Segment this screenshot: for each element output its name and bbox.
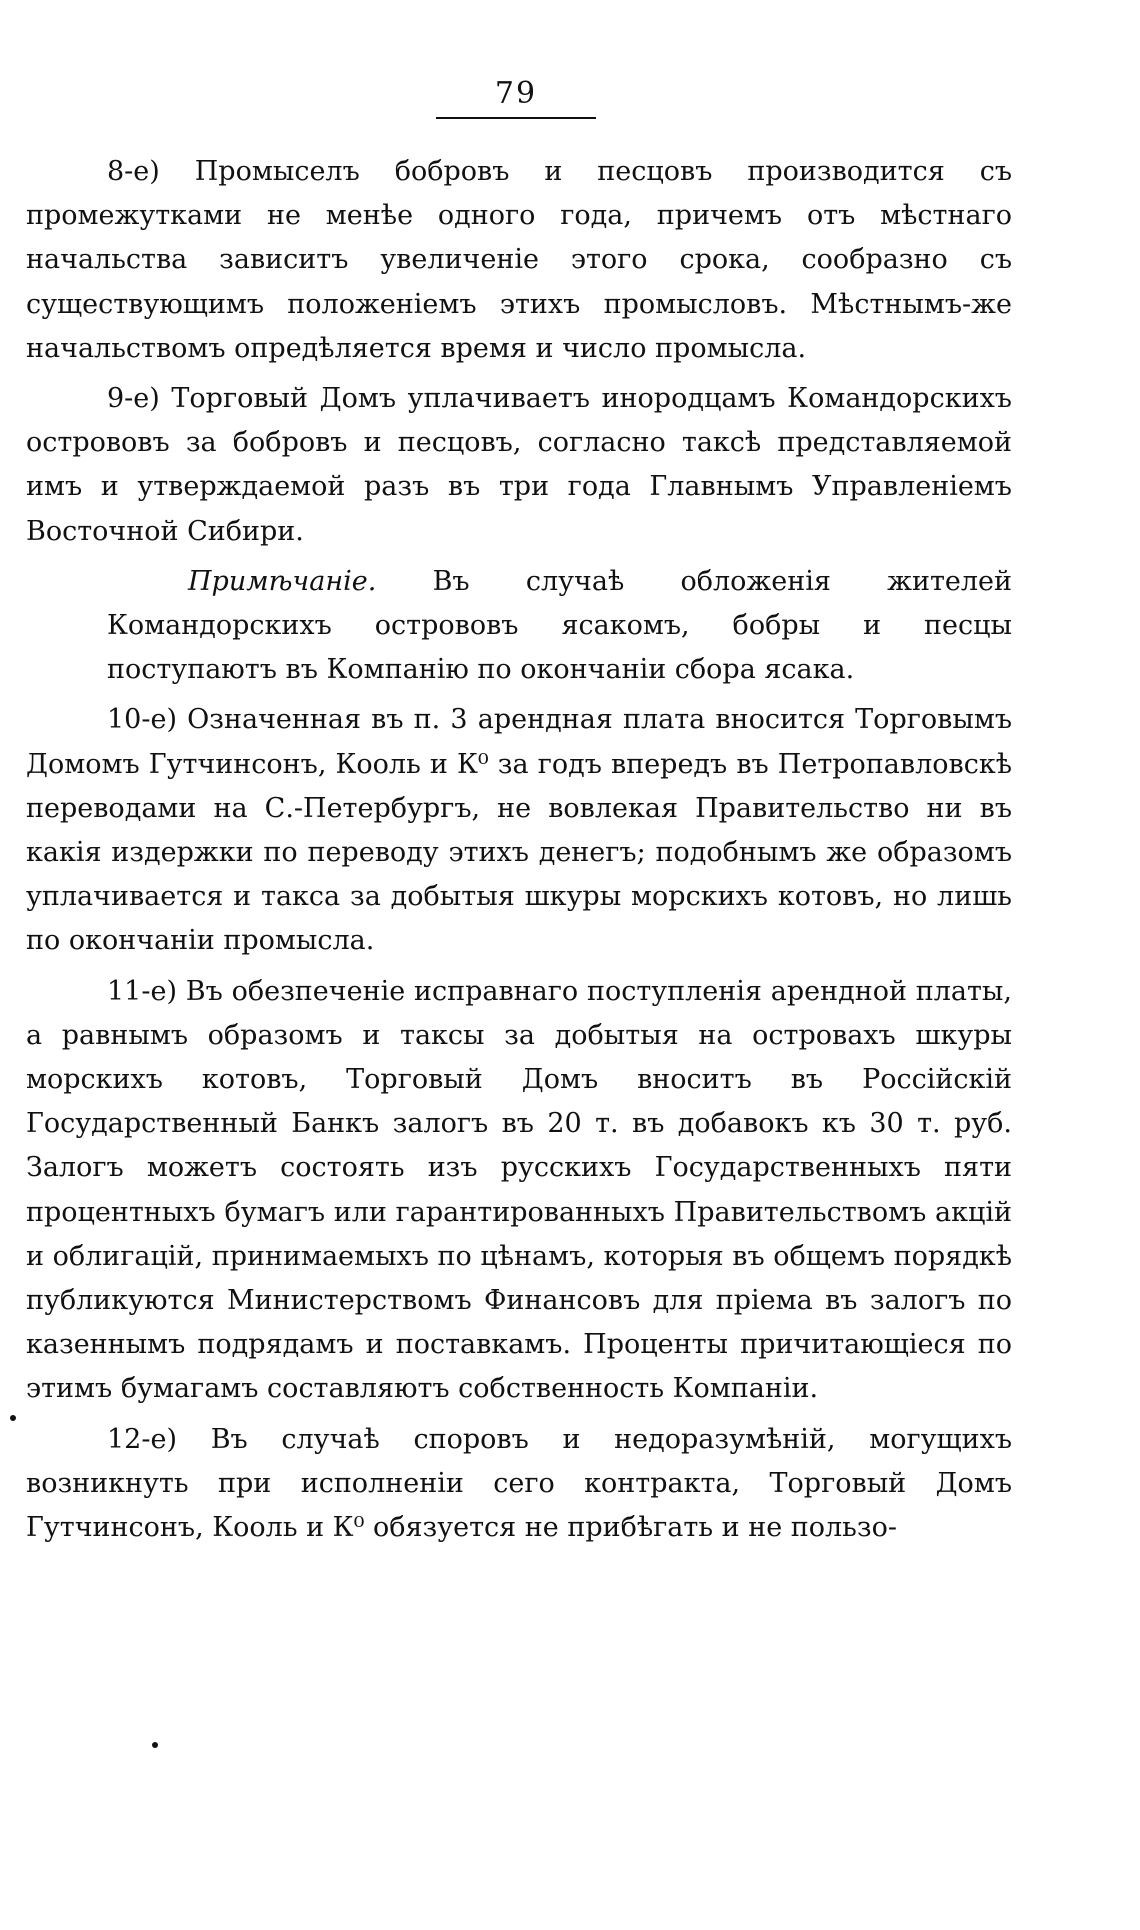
margin-speck bbox=[152, 1742, 158, 1748]
paragraph-10: 10-е) Означенная въ п. 3 арендная плата вносится Торговымъ Домомъ Гутчинсонъ, Кооль и К⁰ за годъ впередъ въ Петропавловскѣ переводами на С.-Петербургъ, не вовлекая Правительство ни въ какія издержки по переводу этихъ денегъ; подобнымъ же образомъ уплачивается и такса за добытыя шкуры морскихъ котовъ, но лишь по окончаніи промысла. bbox=[26, 704, 1012, 957]
note-text: Въ случаѣ обложенія жителей Командорскихъ острововъ ясакомъ, бобры и песцы поступаютъ въ Компанію по окончаніи сбора ясака. bbox=[107, 565, 1012, 686]
margin-speck bbox=[10, 1415, 16, 1421]
body-text bbox=[26, 150, 1012, 1556]
paragraph-12: 12-е) Въ случаѣ споровъ и недоразумѣній, могущихъ возникнуть при исполненіи сего контракта, Торговый Домъ Гутчинсонъ, Кооль и К⁰ обязуется не прибѣгать и не пользо- bbox=[26, 1423, 1012, 1544]
note-label: Примѣчаніе. bbox=[188, 565, 377, 597]
page-number-rule bbox=[436, 117, 596, 119]
paragraph-8: 8-е) Промыселъ бобровъ и песцовъ производится съ промежутками не менѣе одного года, причемъ отъ мѣстнаго начальства зависитъ увеличеніе этого срока, сообразно съ существующимъ положеніемъ этихъ промысловъ. Мѣстнымъ-же начальствомъ опредѣляется время и число промысла. bbox=[26, 156, 1012, 364]
note-paragraph bbox=[26, 560, 1012, 693]
paragraph-11: 11-е) Въ обезпеченіе исправнаго поступленія арендной платы, а равнымъ образомъ и таксы за добытыя на островахъ шкуры морскихъ котовъ, Торговый Домъ вноситъ въ Россійскій Государственный Банкъ залогъ въ 20 т. въ добавокъ къ 30 т. руб. Залогъ можетъ состоять изъ русскихъ Государственныхъ пяти процентныхъ бумагъ или гарантированныхъ Правительствомъ акцій и облигацій, принимаемыхъ по цѣнамъ, которыя въ общемъ порядкѣ публикуются Министерствомъ Финансовъ для пріема въ залогъ по казеннымъ подрядамъ и поставкамъ. Проценты причитающіеся по этимъ бумагамъ составляютъ собственность Компаніи. bbox=[26, 975, 1012, 1405]
paragraph-9: 9-е) Торговый Домъ уплачиваетъ инородцамъ Командорскихъ острововъ за бобровъ и песцовъ, согласно таксѣ представляемой имъ и утверждаемой разъ въ три года Главнымъ Управленіемъ Восточной Сибири. bbox=[26, 383, 1012, 547]
page-number: 79 bbox=[494, 76, 538, 111]
